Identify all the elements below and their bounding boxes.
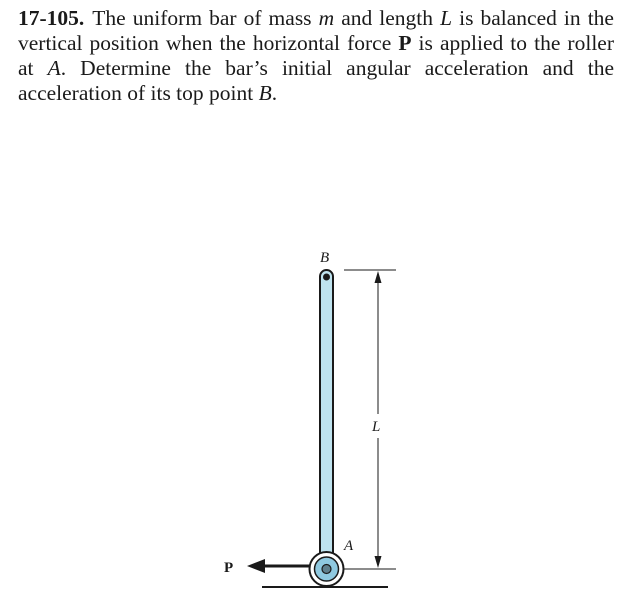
label-l: L [372, 419, 381, 435]
uniform-bar [320, 270, 333, 570]
point-b-symbol: B [258, 81, 272, 105]
label-a: A [344, 538, 354, 554]
label-b: B [320, 250, 330, 266]
text-segment-3: is balanced in the vertical position when the horizontal force [18, 6, 614, 55]
mass-symbol: m [318, 6, 335, 30]
text-segment-2: and length [334, 6, 441, 30]
length-dimension [344, 270, 396, 569]
force-arrow-p [247, 559, 309, 573]
force-symbol: P [398, 31, 412, 55]
point-b-marker [323, 274, 330, 281]
point-a-symbol: A [47, 56, 61, 80]
text-segment-4: is applied to the roller at [18, 31, 614, 80]
text-segment-5: . Determine the bar’s initial angular acceleration and the acceleration of its top point [18, 56, 614, 105]
roller-a [310, 552, 344, 586]
label-p: P [224, 560, 234, 576]
text-segment-1: The uniform bar of mass [92, 6, 319, 30]
text-segment-6: . [271, 81, 278, 105]
problem-number: 17-105. [18, 6, 85, 30]
length-symbol: L [440, 6, 453, 30]
